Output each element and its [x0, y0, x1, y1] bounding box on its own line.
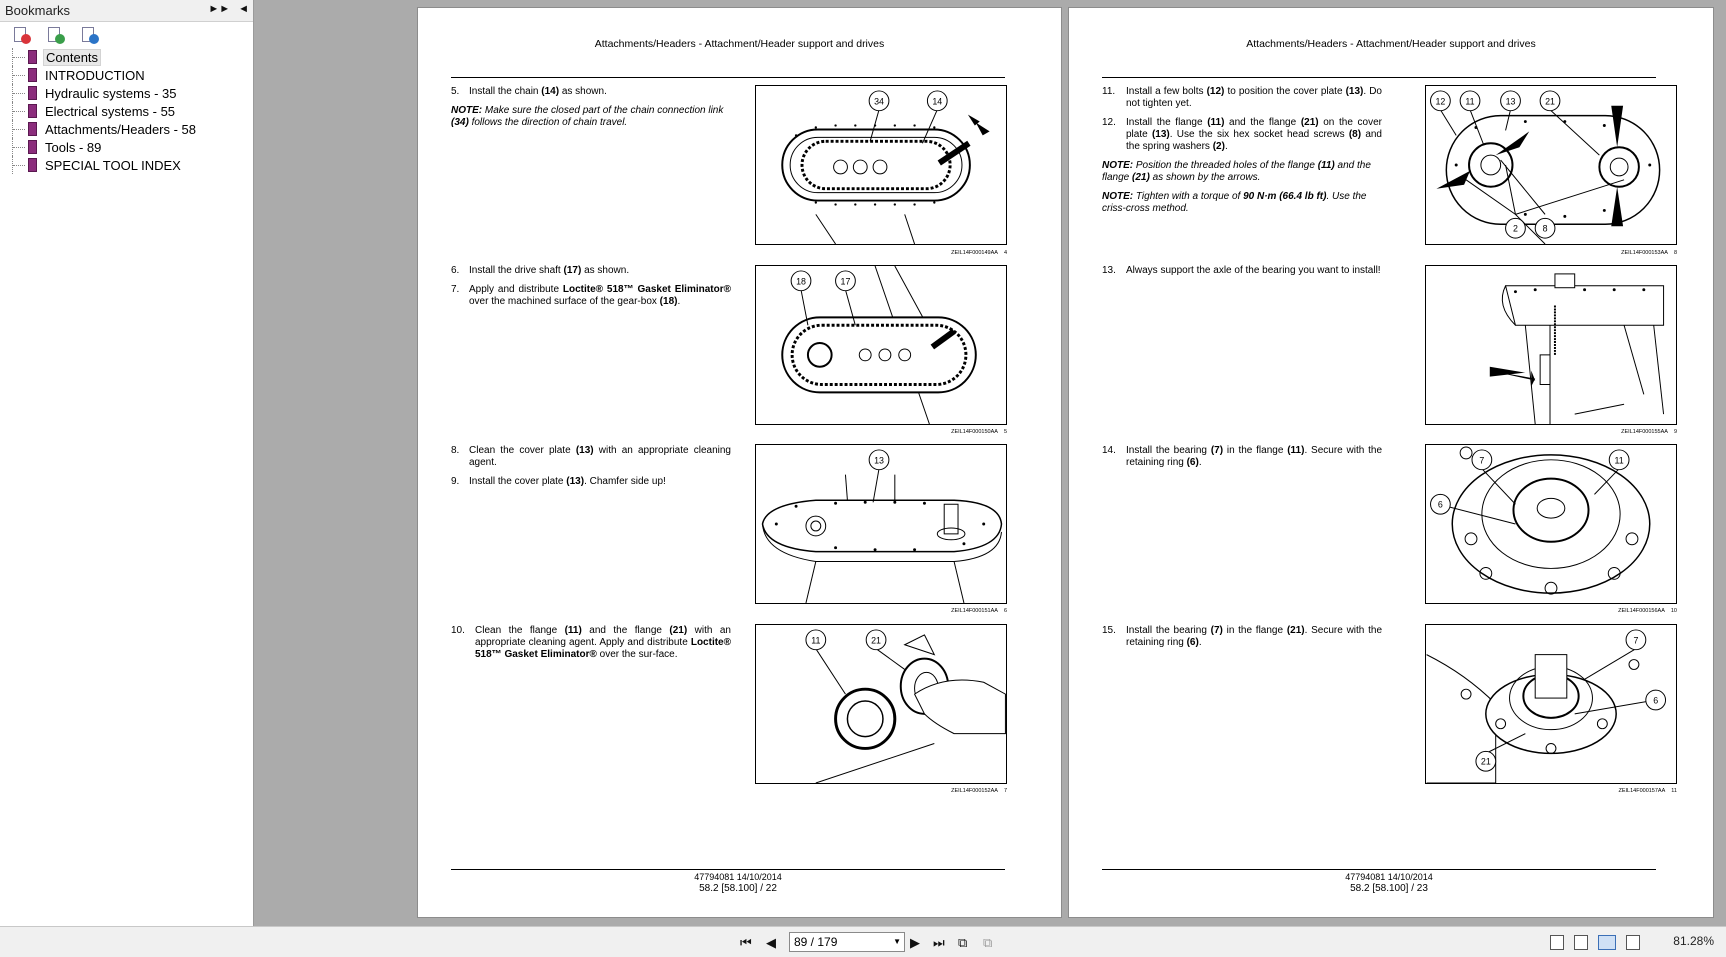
footer-page-number: 58.2 [58.100] / 22	[699, 883, 777, 894]
bookmark-icon	[28, 158, 37, 172]
bookmark-item-contents[interactable]	[12, 48, 253, 66]
step-block: 8. Clean the cover plate (13) with an appropriate cleaning agent. 9. Install the cover plate (13). Chamfer side up!	[451, 445, 731, 487]
figure-flanges	[755, 624, 1007, 784]
last-page-icon[interactable]: ⏭	[933, 935, 945, 950]
header-rule	[451, 77, 1005, 78]
callout-label: 11	[1465, 96, 1475, 107]
next-page-icon[interactable]: ▶	[910, 935, 920, 950]
step-block	[451, 86, 731, 136]
callout-label: 14	[932, 96, 943, 107]
previous-page-icon[interactable]: ◀	[766, 935, 776, 950]
page-number-input[interactable]	[789, 932, 905, 952]
continuous-facing-view-icon[interactable]	[1626, 935, 1640, 950]
bookmark-label: Tools - 89	[45, 139, 102, 155]
first-page-icon[interactable]: ⏮	[740, 935, 752, 950]
callout-label: 18	[796, 276, 806, 287]
page-number-value: 89 / 179	[794, 935, 838, 949]
figure-caption: ZEIL14F000153AA 8	[1621, 250, 1677, 256]
figure-caption: ZEIL14F000151AA 6	[951, 608, 1007, 614]
bookmark-icon	[28, 86, 37, 100]
navigation-toolbar	[0, 926, 1726, 957]
callout-label: 8	[1542, 223, 1548, 234]
document-page-left	[417, 7, 1062, 918]
step-block: 13. Always support the axle of the bearing you want to install!	[1102, 265, 1381, 276]
step-block: 14. Install the bearing (7) in the flange (11). Secure with the retaining ring (6).	[1102, 445, 1383, 468]
continuous-view-icon[interactable]	[1574, 935, 1588, 950]
collapse-panel-icon[interactable]: ◄	[238, 3, 249, 15]
bookmark-icon	[28, 104, 37, 118]
facing-view-icon[interactable]	[1598, 935, 1616, 950]
single-page-view-icon[interactable]	[1550, 935, 1564, 950]
page-header: Attachments/Headers - Attachment/Header support and drives	[594, 38, 885, 50]
callout-label: 21	[871, 635, 881, 646]
step-block: 11. Install a few bolts (12) to position the cover plate (13). Do not tighten yet. 12. Install the flange (11) and the flange (21) on the cover plate (13). Use the six hex socket head screws (8) and the spring washers (2). NOTE: Position the threaded holes of the flange (11) and the flange (21) as shown by the arrows. NOTE: Tighten with a torque of 90 N·m (66.4 lb ft). Use the criss-cross method.	[1102, 86, 1382, 214]
previous-view-icon[interactable]: ⧉	[958, 935, 968, 950]
bookmark-item-electrical[interactable]	[12, 102, 253, 120]
figure-bearing-flange-11	[1425, 444, 1677, 604]
bookmark-item-special-tool-index[interactable]	[12, 156, 253, 174]
figure-caption: ZEIL14F000157AA 11	[1618, 788, 1677, 794]
step-block: 15. Install the bearing (7) in the flange (21). Secure with the retaining ring (6).	[1102, 625, 1383, 648]
step-note: NOTE: Make sure the closed part of the chain connection link (34) follows the direction of chain travel.	[451, 105, 724, 128]
footer-rule	[1102, 869, 1656, 870]
bookmark-label: Contents	[43, 49, 101, 66]
step-block: 10. Clean the flange (11) and the flange (21) with an appropriate cleaning agent. Apply and distribute Loctite® 518™ Gasket Eliminator® over the sur-face.	[451, 625, 731, 660]
bookmark-properties-icon[interactable]	[80, 26, 100, 44]
callout-label: 6	[1653, 695, 1659, 706]
bookmark-item-hydraulic[interactable]	[12, 84, 253, 102]
callout-label: 13	[1505, 96, 1516, 107]
bookmark-item-introduction[interactable]	[12, 66, 253, 84]
figure-support-axle	[1425, 265, 1677, 425]
callout-label: 11	[811, 635, 821, 646]
figure-cover-plate	[755, 444, 1007, 604]
figure-caption: ZEIL14F000150AA 5	[951, 429, 1007, 435]
bookmark-item-tools[interactable]	[12, 138, 253, 156]
bookmark-tree	[0, 48, 253, 174]
bookmark-label: SPECIAL TOOL INDEX	[45, 157, 181, 173]
footer-page-number: 58.2 [58.100] / 23	[1350, 883, 1428, 894]
bookmark-label: Electrical systems - 55	[45, 103, 176, 119]
header-rule	[1102, 77, 1656, 78]
figure-caption: ZEIL14F000152AA 7	[951, 788, 1007, 794]
callout-label: 12	[1435, 96, 1446, 107]
bookmark-label: INTRODUCTION	[45, 67, 145, 83]
step-note: NOTE: Tighten with a torque of 90 N·m (66.4 lb ft). Use the criss-cross method.	[1102, 191, 1367, 214]
figure-caption: ZEIL14F000156AA 10	[1618, 608, 1677, 614]
zoom-level[interactable]: 81.28%	[1673, 934, 1714, 948]
callout-label: 11	[1614, 455, 1624, 466]
bookmarks-title: Bookmarks	[5, 3, 71, 18]
delete-bookmark-icon[interactable]	[12, 26, 32, 44]
figure-flange-installation	[1425, 85, 1677, 245]
callout-label: 7	[1633, 635, 1639, 646]
bookmarks-header	[0, 0, 253, 22]
page-header: Attachments/Headers - Attachment/Header support and drives	[1246, 38, 1536, 50]
add-bookmark-icon[interactable]	[46, 26, 66, 44]
document-page-right	[1068, 7, 1714, 918]
callout-label: 17	[840, 276, 851, 287]
next-view-icon[interactable]: ⧉	[983, 935, 993, 950]
step-number: 5.	[451, 86, 460, 97]
bookmark-icon	[28, 122, 37, 136]
callout-label: 7	[1479, 455, 1485, 466]
expand-panel-icon[interactable]: ►►	[208, 3, 231, 15]
callout-label: 21	[1545, 96, 1555, 107]
footer-doc-id: 47794081 14/10/2014	[694, 872, 782, 882]
step-note: NOTE: Position the threaded holes of the flange (11) and the flange (21) as shown by the arrows.	[1102, 160, 1371, 183]
figure-caption: ZEIL14F000155AA 9	[1621, 429, 1677, 435]
figure-drive-shaft	[755, 265, 1007, 425]
chevron-down-icon[interactable]: ▼	[893, 937, 901, 946]
bookmarks-panel	[0, 0, 254, 926]
bookmark-icon	[28, 68, 37, 82]
callout-label: 13	[874, 455, 884, 466]
bookmark-icon	[28, 140, 37, 154]
step-text: Install the chain (14) as shown.	[469, 86, 607, 97]
bookmark-label: Attachments/Headers - 58	[45, 121, 197, 137]
step-block: 6. Install the drive shaft (17) as shown. 7. Apply and distribute Loctite® 518™ Gasket Eliminator® over the machined surface of the gear-box (18).	[451, 265, 731, 307]
callout-label: 2	[1512, 223, 1518, 234]
bookmarks-toolbar	[0, 22, 253, 48]
figure-caption: ZEIL14F000149AA 4	[951, 250, 1007, 256]
footer-rule	[451, 869, 1005, 870]
figure-bearing-flange-21	[1425, 624, 1677, 784]
bookmark-item-attachments[interactable]	[12, 120, 253, 138]
figure-chain	[755, 85, 1007, 245]
callout-label: 6	[1437, 499, 1443, 510]
callout-label: 34	[874, 96, 884, 107]
bookmark-icon	[28, 50, 37, 64]
footer-doc-id: 47794081 14/10/2014	[1345, 872, 1433, 882]
callout-label: 21	[1480, 756, 1491, 767]
bookmark-label: Hydraulic systems - 35	[45, 85, 177, 101]
